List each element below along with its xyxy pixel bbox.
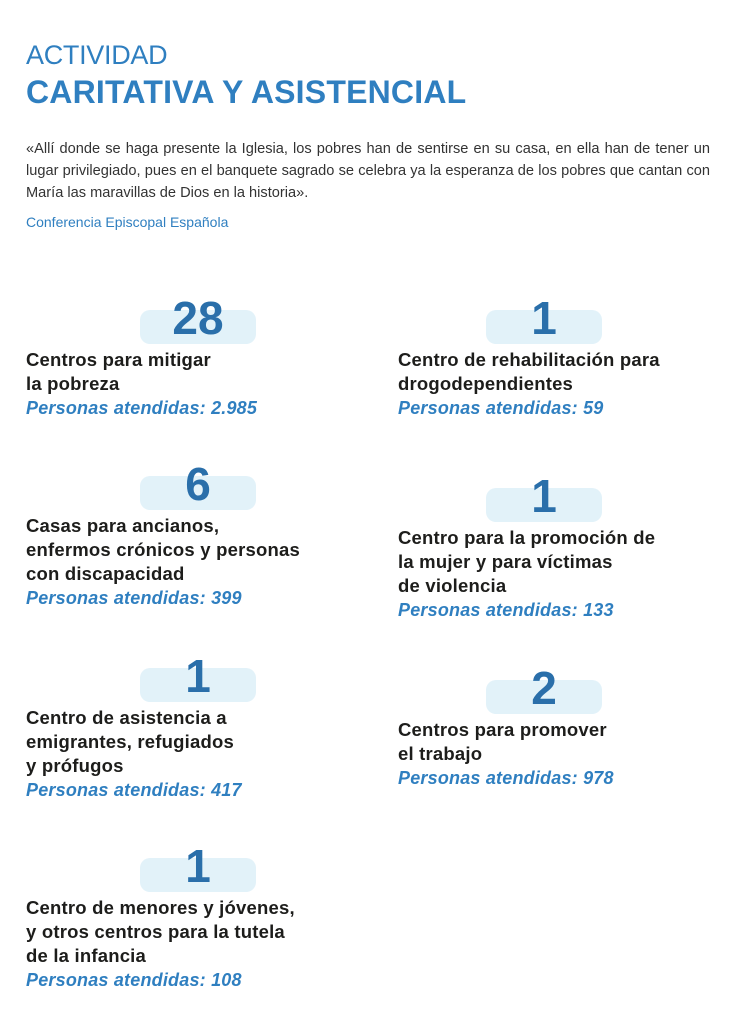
stat-label-line: Centro para la promoción de (398, 527, 656, 548)
stat-number-badge (140, 292, 340, 348)
stat-persons: Personas atendidas: 417 (26, 780, 242, 800)
stat-persons: Personas atendidas: 399 (26, 588, 242, 608)
stat-label-line: Centros para mitigar (26, 349, 211, 370)
stat-persons: Personas atendidas: 108 (26, 970, 242, 990)
stat-label (398, 348, 728, 396)
stat-persons: Personas atendidas: 2.985 (26, 398, 258, 418)
stat-persons: Personas atendidas: 978 (398, 768, 614, 788)
stat-persons: Personas atendidas: 133 (398, 600, 614, 620)
stat-label (398, 718, 728, 766)
stat-label-line: de violencia (398, 575, 507, 596)
stat-persons: Personas atendidas: 59 (398, 398, 604, 418)
stat-block-minors (26, 840, 356, 992)
quote-attribution: Conferencia Episcopal Española (26, 214, 229, 230)
stat-label (26, 706, 356, 778)
stat-label-line: Casas para ancianos, (26, 515, 220, 536)
stat-label (398, 526, 728, 598)
stat-number: 28 (172, 292, 224, 344)
stat-number: 1 (531, 470, 557, 522)
stat-label-line: enfermos crónicos y personas (26, 539, 300, 560)
stat-number: 6 (185, 458, 211, 510)
stat-label (26, 896, 356, 968)
stat-label (26, 348, 356, 396)
stat-label-line: y otros centros para la tutela (26, 921, 285, 942)
stat-number-badge (486, 662, 686, 718)
stat-label-line: Centro de rehabilitación para (398, 349, 660, 370)
stat-label-line: de la infancia (26, 945, 147, 966)
stat-label-line: Centros para promover (398, 719, 607, 740)
page-title: CARITATIVA Y ASISTENCIAL (26, 74, 467, 110)
stat-label-line: y prófugos (26, 755, 124, 776)
stat-number-badge (140, 650, 340, 706)
stat-block-work (398, 662, 728, 790)
stat-label-line: Centro de menores y jóvenes, (26, 897, 295, 918)
stat-number: 2 (531, 662, 557, 714)
stat-block-poverty (26, 292, 356, 420)
stat-block-elderly (26, 458, 356, 610)
quote-text: «Allí donde se haga presente la Iglesia, los pobres han de sentirse en su casa, en ella han de tener un lugar privilegiado, pues en el banquete sagrado se celebra ya la esperanza de los pobres que cantan con María las maravillas de Dios en la historia». (26, 141, 710, 201)
header-subtitle: ACTIVIDAD (26, 40, 168, 70)
stat-number: 1 (185, 650, 211, 702)
stat-number-badge (140, 840, 340, 896)
stat-block-migrants (26, 650, 356, 802)
stat-label-line: con discapacidad (26, 563, 185, 584)
stat-number-badge (140, 458, 340, 514)
stat-number-badge (486, 292, 686, 348)
stat-label (26, 514, 356, 586)
stat-number: 1 (185, 840, 211, 892)
stat-number-badge (486, 470, 686, 526)
stat-block-women (398, 470, 728, 622)
stat-label-line: la mujer y para víctimas (398, 551, 613, 572)
stat-label-line: Centro de asistencia a (26, 707, 227, 728)
stat-label-line: la pobreza (26, 373, 120, 394)
stat-label-line: drogodependientes (398, 373, 574, 394)
stat-label-line: emigrantes, refugiados (26, 731, 234, 752)
stat-block-rehab (398, 292, 728, 420)
stat-label-line: el trabajo (398, 743, 483, 764)
stat-number: 1 (531, 292, 557, 344)
